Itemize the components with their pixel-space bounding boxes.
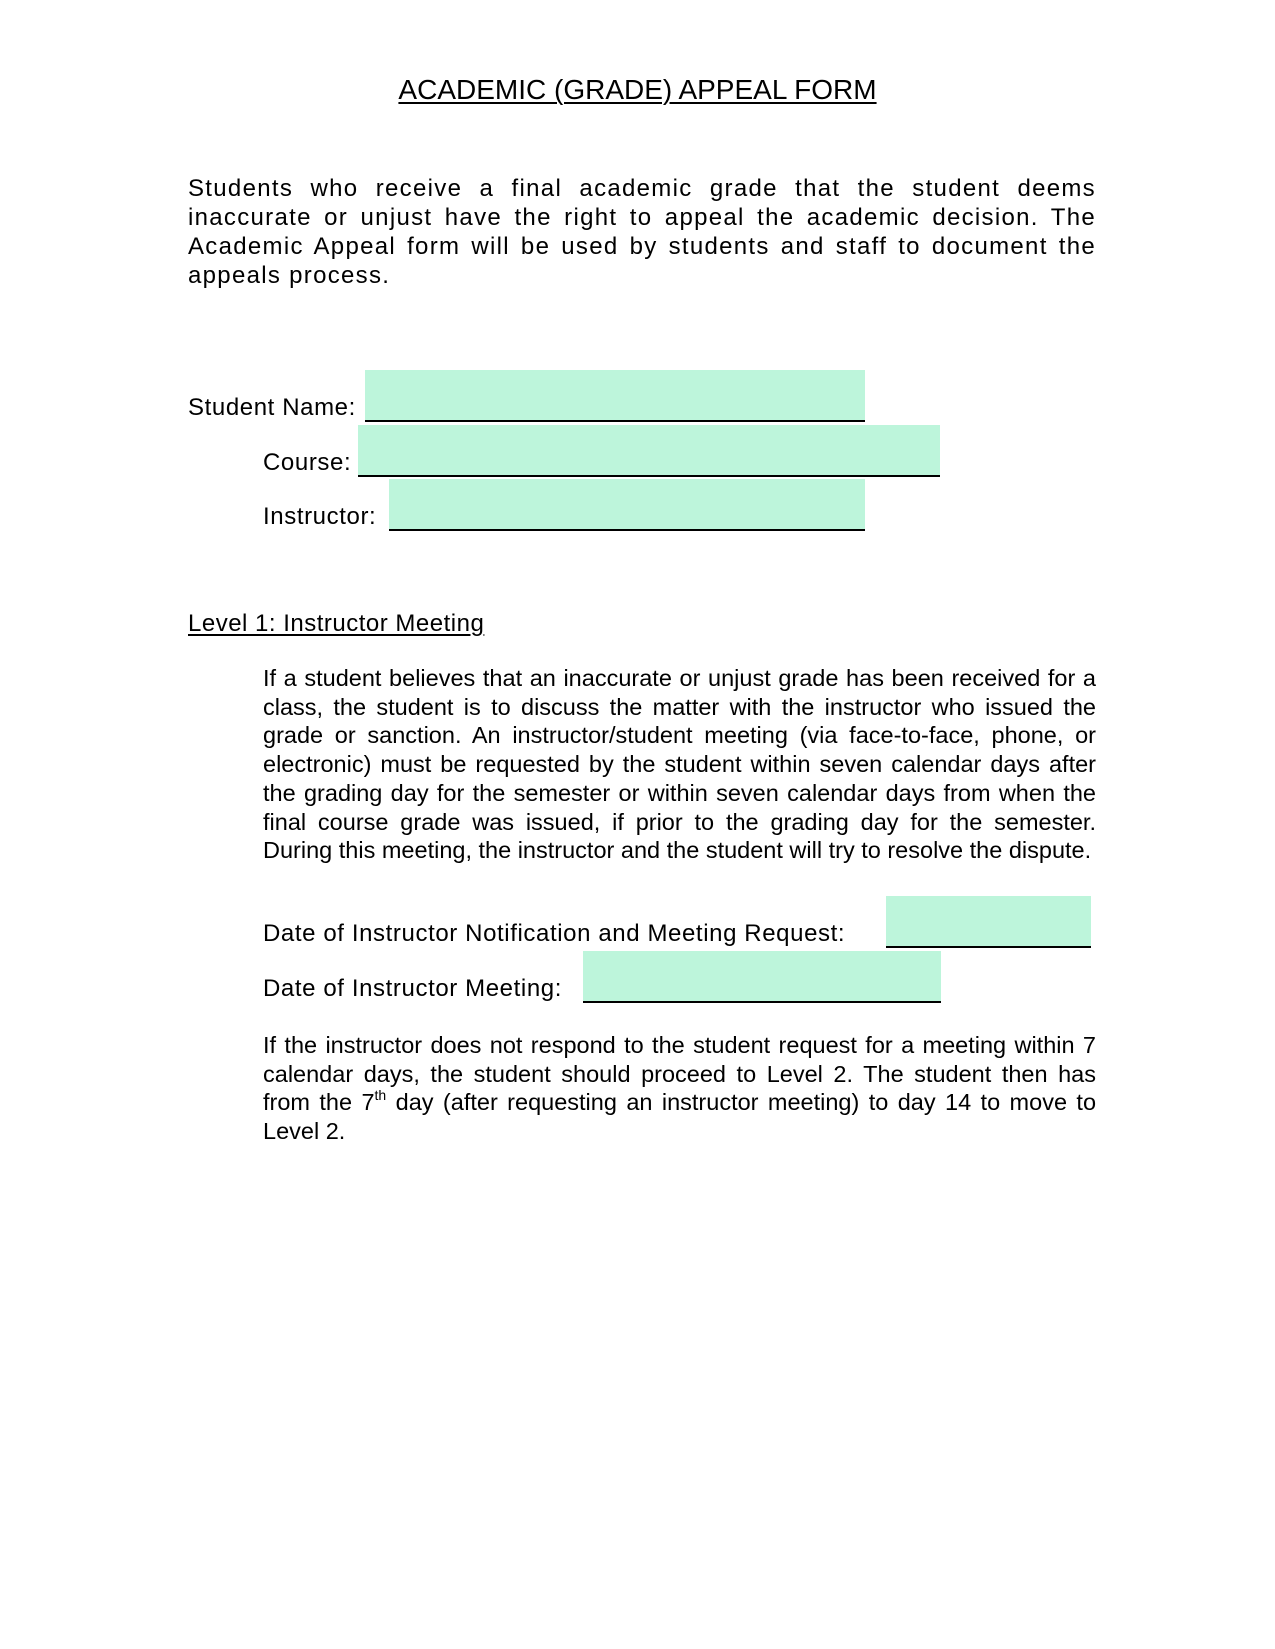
student-name-row (188, 370, 868, 424)
meeting-date-field[interactable] (583, 951, 941, 1003)
instructor-field[interactable] (389, 479, 865, 531)
student-name-label: Student Name: (188, 394, 356, 421)
ordinal-suffix: th (374, 1087, 387, 1104)
level2-notice-text-end: day (after requesting an instructor meeting) to day 14 to move to Level 2. (263, 1089, 1097, 1145)
notification-date-row (263, 896, 1093, 950)
level1-paragraph: If a student believes that an inaccurate or unjust grade has been received for a class, the student is to discuss the matter with the instructor who issued the grade or sanction. An instructor/student meeting (via face-to-face, phone, or electronic) must be requested by the student within seven calendar days after the grading day for the semester or within seven calendar days from when the final course grade was issued, if prior to the grading day for the semester. During this meeting, the instructor and the student will try to resolve the dispute. (263, 665, 1096, 864)
course-field[interactable] (358, 425, 940, 477)
level2-notice-text-start: If the instructor does not respond to the student request for a meeting within 7 calendar days, the student should proceed to Level 2. The student then has from the 7 (263, 1032, 1096, 1116)
level1-heading: Level 1: Instructor Meeting (188, 610, 485, 637)
notification-date-field[interactable] (886, 896, 1091, 948)
meeting-date-label: Date of Instructor Meeting: (263, 975, 562, 1002)
intro-paragraph: Students who receive a final academic grade that the student deems inaccurate or unjust have the right to appeal the academic decision. The Academic Appeal form will be used by students and staff to document the appeals process. (188, 175, 1096, 289)
notification-date-label: Date of Instructor Notification and Meeting Request: (263, 920, 846, 947)
student-name-field[interactable] (365, 370, 865, 422)
instructor-row (263, 479, 943, 533)
level2-notice-paragraph (263, 1031, 1096, 1146)
meeting-date-row (263, 951, 1093, 1005)
form-title: ACADEMIC (GRADE) APPEAL FORM (398, 74, 877, 105)
instructor-label: Instructor: (263, 503, 377, 530)
course-row (263, 425, 943, 479)
course-label: Course: (263, 449, 352, 476)
